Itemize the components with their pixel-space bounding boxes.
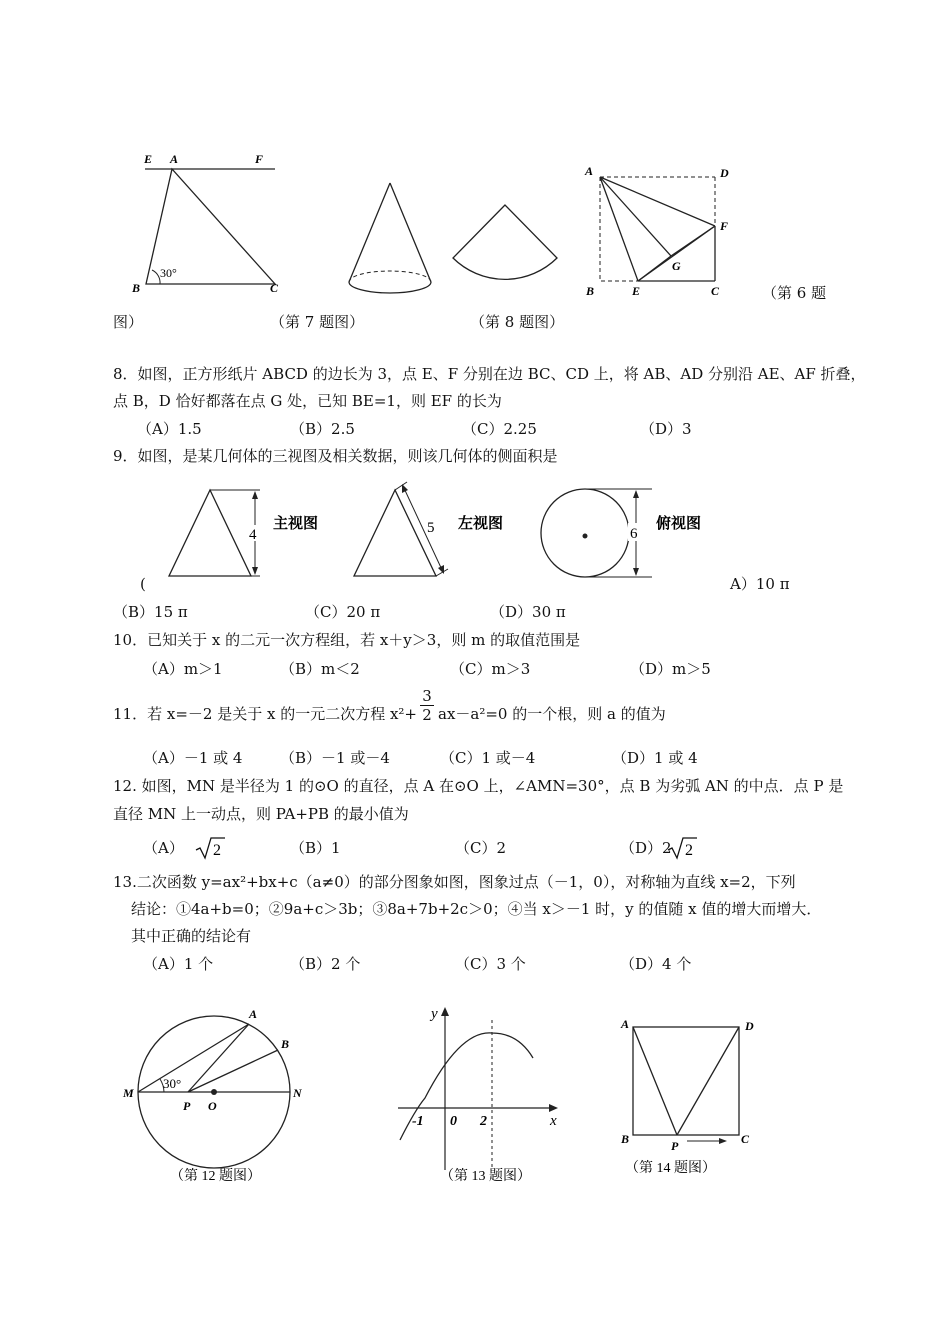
q11-post: ax－a²=0 的一个根，则 a 的值为 bbox=[438, 705, 666, 723]
segment-pd14 bbox=[677, 1027, 739, 1135]
label-p12: P bbox=[183, 1099, 191, 1113]
label-a14: A bbox=[621, 1017, 630, 1031]
figure-8-sector bbox=[445, 200, 565, 295]
q13-option-b: （B）2 个 bbox=[290, 955, 361, 973]
q11-pre: 11．若 x=－2 是关于 x 的一元二次方程 x²+ bbox=[113, 705, 418, 723]
q10-option-a: （A）m＞1 bbox=[143, 660, 223, 678]
q10-option-b: （B）m＜2 bbox=[280, 660, 360, 678]
caption-6-part2: 图） bbox=[113, 313, 144, 331]
cone-left-edge bbox=[349, 183, 390, 282]
q13-line2: 结论：①4a+b=0；②9a+c＞3b；③8a+7b+2c＞0；④当 x＞－1 时，y 的值随 x 值的增大而增大． bbox=[131, 900, 822, 918]
sqrt-d-value: 2 bbox=[685, 842, 693, 859]
label-b: B bbox=[132, 281, 141, 295]
q11-frac-num: 3 bbox=[422, 687, 432, 705]
x-label: x bbox=[550, 1113, 557, 1129]
figure-9-front-view bbox=[165, 485, 335, 585]
caption-14: （第 14 题图） bbox=[625, 1161, 716, 1176]
q12-option-c: （C）2 bbox=[455, 839, 507, 857]
q9-option-b: （B）15 π bbox=[113, 603, 188, 621]
sqrt-a-value: 2 bbox=[213, 842, 221, 859]
q10-option-d: （D）m＞5 bbox=[630, 660, 711, 678]
q8-option-b: （B）2.5 bbox=[290, 420, 355, 438]
cone-right-edge bbox=[390, 183, 431, 282]
cone-base-front bbox=[349, 282, 431, 293]
figure-12-circle bbox=[115, 1000, 315, 1185]
q11-option-b: （B）－1 或－4 bbox=[280, 749, 390, 767]
front-arrow-down bbox=[252, 567, 258, 575]
motion-arrowhead bbox=[719, 1138, 727, 1144]
figure-8-cone bbox=[340, 175, 440, 305]
q13-option-a: （A）1 个 bbox=[143, 955, 214, 973]
q10-line1: 10．已知关于 x 的二元一次方程组，若 x＋y＞3，则 m 的取值范围是 bbox=[113, 631, 581, 649]
q8-option-c: （C）2.25 bbox=[462, 420, 537, 438]
label-f: F bbox=[255, 152, 264, 166]
sqrt-sign-d bbox=[667, 835, 697, 861]
center-dot-o bbox=[211, 1089, 217, 1095]
q11-option-a: （A）－1 或 4 bbox=[143, 749, 243, 767]
figure-14-square bbox=[615, 1010, 765, 1185]
top-circle bbox=[541, 489, 629, 577]
q11-frac-den: 2 bbox=[420, 705, 434, 724]
label-a: A bbox=[170, 152, 179, 166]
figure-9-top-view bbox=[538, 485, 718, 585]
angle-label: 30° bbox=[160, 266, 177, 280]
caption-12: （第 12 题图） bbox=[170, 1169, 261, 1184]
caption-13: （第 13 题图） bbox=[440, 1169, 531, 1184]
q11-fraction bbox=[420, 687, 434, 724]
q9-option-d: （D）30 π bbox=[490, 603, 566, 621]
q12-option-d: （D）2 bbox=[620, 839, 672, 857]
front-arrow-up bbox=[252, 491, 258, 499]
front-height-label: 4 bbox=[249, 527, 257, 543]
q13-option-d: （D）4 个 bbox=[620, 955, 692, 973]
tick-origin: 0 bbox=[450, 1114, 457, 1129]
q10-option-c: （C）m＞3 bbox=[450, 660, 531, 678]
x-axis-arrow bbox=[549, 1104, 558, 1112]
figure-7-triangle bbox=[130, 145, 290, 305]
y-axis-arrow bbox=[441, 1007, 449, 1016]
top-arrow-up bbox=[633, 490, 639, 498]
label-a12: A bbox=[249, 1007, 258, 1021]
angle-label-12: 30° bbox=[163, 1076, 182, 1091]
caption-6-part1: （第 6 题 bbox=[762, 284, 827, 302]
left-view-title: 左视图 bbox=[458, 516, 504, 532]
q9-line1: 9．如图，是某几何体的三视图及相关数据，则该几何体的侧面积是 bbox=[113, 447, 558, 465]
q9-paren: ( bbox=[140, 575, 146, 593]
figure-6-square-fold bbox=[580, 160, 730, 305]
segment-pb bbox=[188, 1050, 278, 1092]
sector-shape bbox=[453, 205, 557, 279]
y-label: y bbox=[431, 1006, 438, 1022]
top-center-dot bbox=[583, 534, 588, 539]
label-c14: C bbox=[741, 1132, 750, 1146]
label-b6: B bbox=[586, 284, 595, 298]
q8-option-a: （A）1.5 bbox=[137, 420, 202, 438]
front-view-title: 主视图 bbox=[273, 516, 319, 532]
label-m12: M bbox=[123, 1086, 134, 1100]
caption-8: （第 8 题图） bbox=[470, 313, 565, 331]
front-triangle bbox=[169, 490, 251, 576]
q12-line1: 12. 如图，MN 是半径为 1 的⊙O 的直径，点 A 在⊙O 上，∠AMN=30°，点 B 为劣弧 AN 的中点．点 P 是 bbox=[113, 777, 844, 795]
left-arrow-up bbox=[402, 484, 408, 493]
label-f6: F bbox=[720, 219, 729, 233]
segment-pa bbox=[188, 1024, 249, 1092]
left-triangle bbox=[354, 490, 436, 576]
label-c: C bbox=[270, 281, 279, 295]
label-e6: E bbox=[632, 284, 641, 298]
figure-9-left-view bbox=[350, 480, 520, 585]
sqrt-sign-a bbox=[195, 835, 225, 861]
q8-line2: 点 B，D 恰好都落在点 G 处，已知 BE=1，则 EF 的长为 bbox=[113, 392, 502, 410]
caption-7: （第 7 题图） bbox=[270, 313, 365, 331]
q12-option-a: （A） bbox=[143, 839, 184, 857]
q8-option-d: （D）3 bbox=[640, 420, 692, 438]
q13-option-c: （C）3 个 bbox=[455, 955, 526, 973]
q12-line2: 直径 MN 上一动点，则 PA+PB 的最小值为 bbox=[113, 805, 409, 823]
q13-line3: 其中正确的结论有 bbox=[131, 927, 252, 945]
tick-minus-one: -1 bbox=[412, 1114, 424, 1129]
q13-line1: 13.二次函数 y=ax²+bx+c（a≠0）的部分图象如图，图象过点（－1，0），对称轴为直线 x=2，下列 bbox=[113, 873, 796, 891]
left-slant-label: 5 bbox=[427, 520, 435, 536]
line-ag bbox=[600, 177, 671, 256]
label-o12: O bbox=[208, 1099, 217, 1113]
label-p14: P bbox=[671, 1139, 679, 1153]
label-d14: D bbox=[745, 1019, 754, 1033]
line-af bbox=[600, 177, 715, 226]
label-a6: A bbox=[585, 164, 594, 178]
q9-option-a: A）10 π bbox=[730, 575, 790, 593]
cone-base-back bbox=[349, 271, 431, 282]
segment-pa14 bbox=[633, 1027, 677, 1135]
left-dim-line bbox=[403, 486, 443, 572]
q11-option-d: （D）1 或 4 bbox=[612, 749, 698, 767]
figure-13-parabola bbox=[390, 1000, 570, 1185]
label-b14: B bbox=[621, 1132, 630, 1146]
top-diameter-label: 6 bbox=[630, 526, 638, 542]
top-view-title: 俯视图 bbox=[656, 516, 702, 532]
q9-option-c: （C）20 π bbox=[305, 603, 381, 621]
label-n12: N bbox=[293, 1086, 302, 1100]
angle-arc-b bbox=[152, 270, 160, 284]
tick-two: 2 bbox=[480, 1114, 487, 1129]
q12-option-b: （B）1 bbox=[290, 839, 341, 857]
label-e: E bbox=[144, 152, 153, 166]
label-b12: B bbox=[281, 1037, 290, 1051]
label-g6: G bbox=[672, 259, 681, 273]
label-c6: C bbox=[711, 284, 720, 298]
chord-ma bbox=[138, 1024, 249, 1092]
top-arrow-down bbox=[633, 568, 639, 576]
label-d6: D bbox=[720, 166, 729, 180]
q11-option-c: （C）1 或－4 bbox=[440, 749, 536, 767]
q8-line1: 8．如图，正方形纸片 ABCD 的边长为 3，点 E、F 分别在边 BC、CD 上，将 AB、AD 分别沿 AE、AF 折叠， bbox=[113, 365, 866, 383]
line-ae bbox=[600, 177, 638, 281]
